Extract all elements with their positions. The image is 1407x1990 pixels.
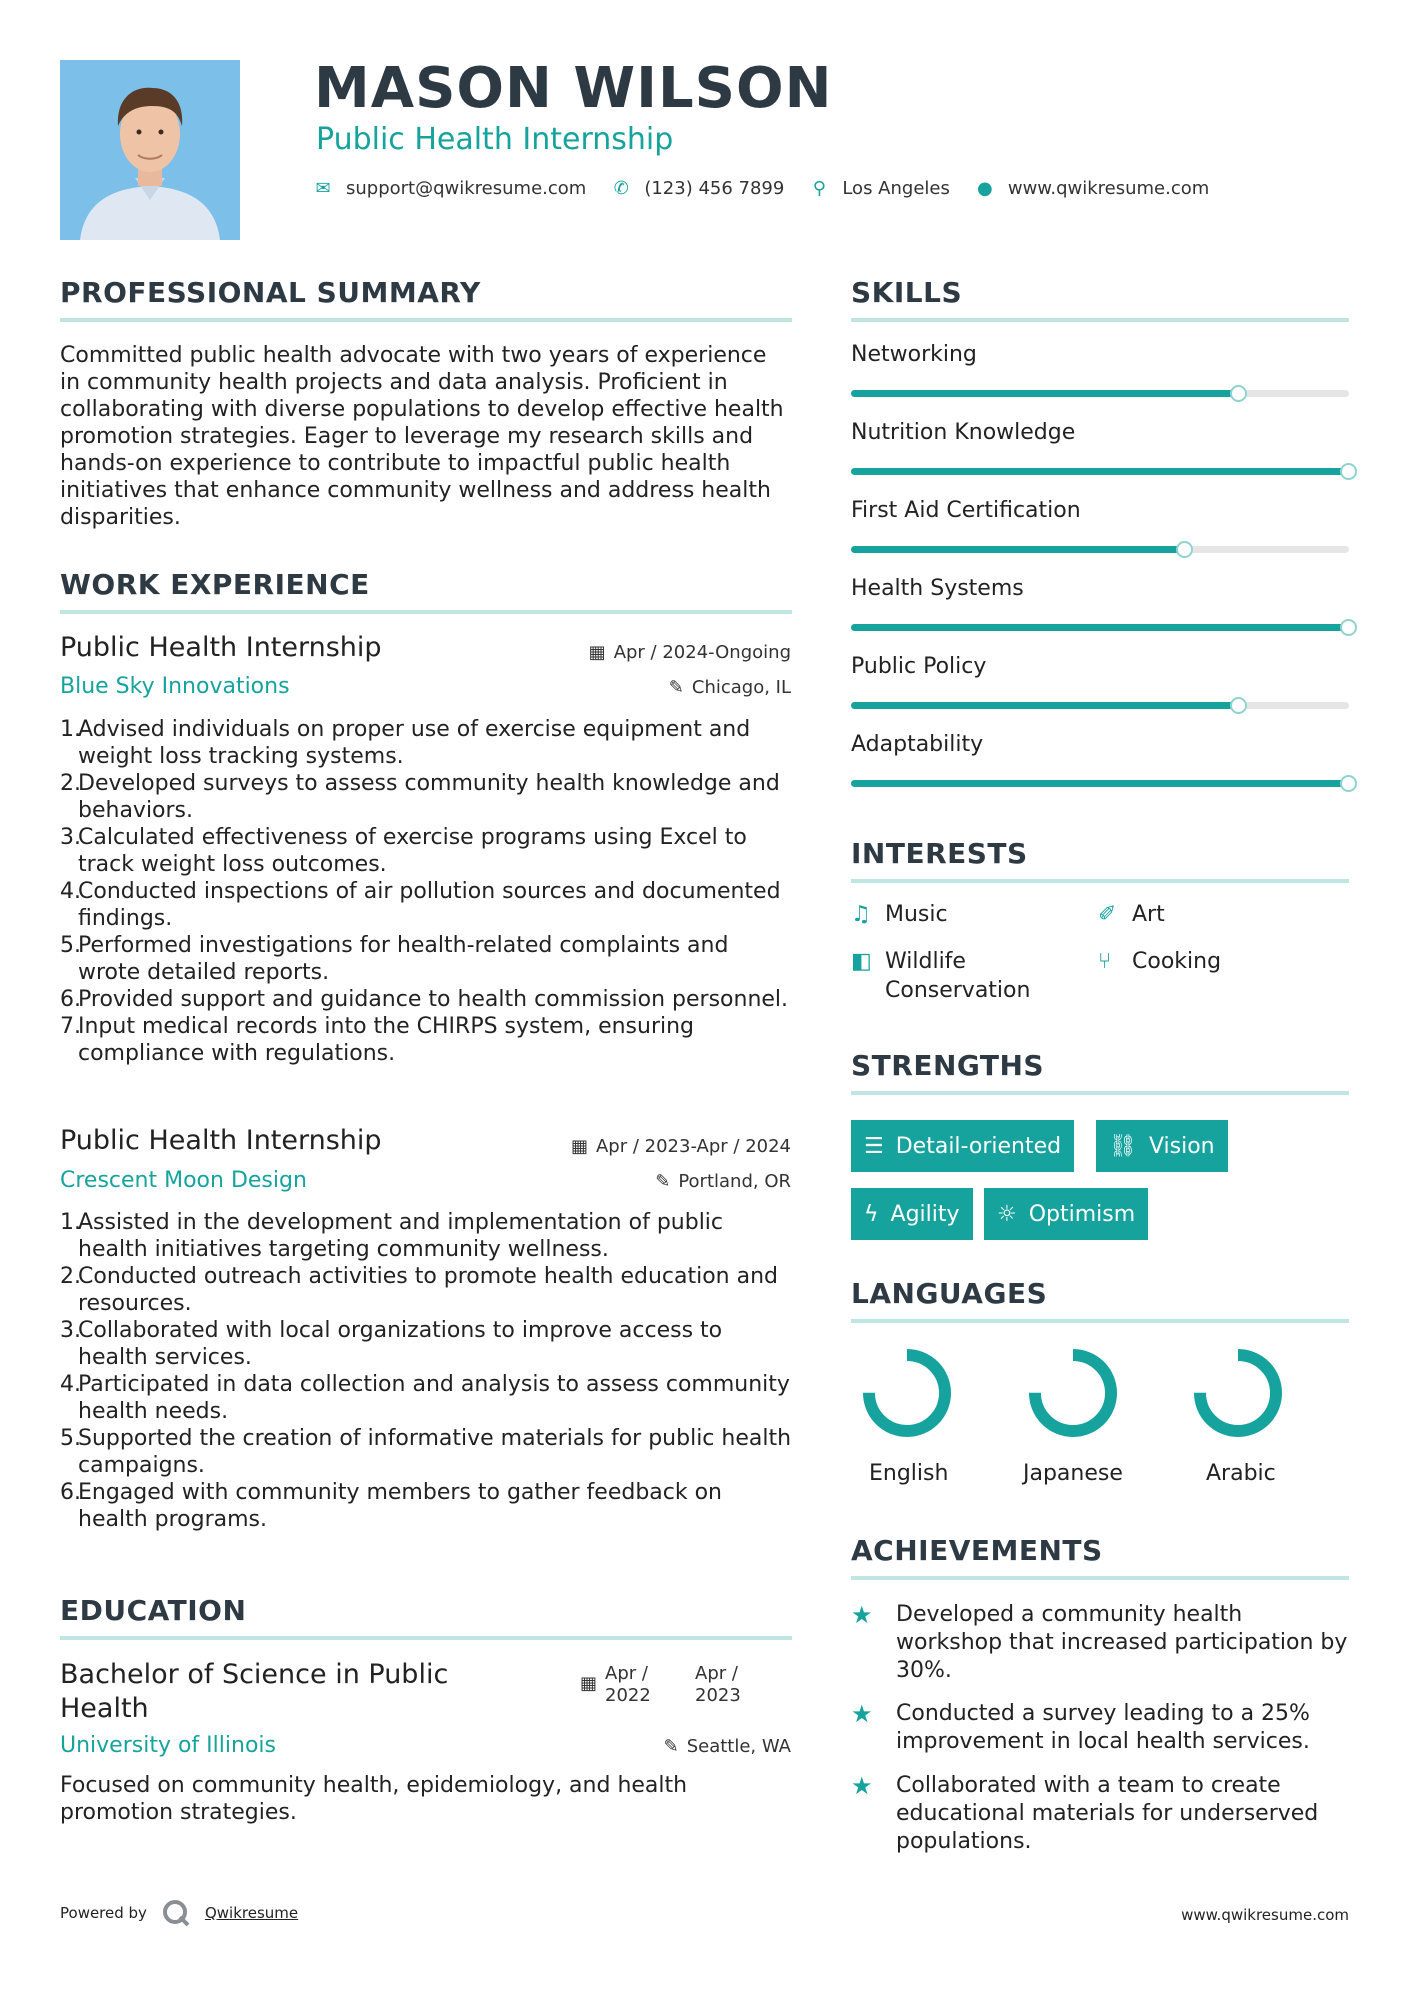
candidate-name: MASON WILSON [314,56,833,121]
work-rule [60,610,792,614]
language-ring-chart [1028,1348,1118,1438]
job-bullet [60,932,792,986]
bullet-text: Supported the creation of informative materials for public health campaigns. [78,1426,792,1478]
job-title: Public Health Internship [60,1125,382,1156]
interest-item [851,900,1051,929]
skill-name: Nutrition Knowledge [851,420,1076,445]
education-description: Focused on community health, epidemiology, and health promotion strategies. [60,1773,688,1825]
bullet-text: Provided support and guidance to health commission personnel. [78,987,789,1012]
achievements-heading: ACHIEVEMENTS [851,1534,1103,1567]
language-ring-arc [1200,1355,1276,1431]
skill-bar-fill [851,624,1349,631]
language-ring [1023,1348,1123,1438]
bullet-number: 4. [60,879,81,904]
education-end: Apr / 2023 [695,1663,741,1706]
strength-badge [851,1120,1074,1172]
interest-label: Music [885,902,948,927]
calendar-icon: ▦ [588,642,606,663]
job-bullets [60,716,792,1067]
language-name: Japanese [1023,1461,1123,1486]
paint-brush-icon: ✐ [1098,902,1117,927]
achievement-item [851,1772,1351,1856]
job-bullet [60,1479,792,1533]
education-start: Apr / 2022 [605,1663,651,1706]
bullet-text: Advised individuals on proper use of exercise equipment and weight loss tracking systems. [78,717,751,769]
job-bullet [60,1371,792,1425]
interest-item [1098,900,1298,929]
bullet-text: Collaborated with local organizations to improve access to health services. [78,1318,723,1370]
powered-by-text: Powered by [60,1904,147,1922]
candidate-role: Public Health Internship [316,122,674,157]
skill-name: Adaptability [851,732,984,757]
languages-heading: LANGUAGES [851,1277,1048,1310]
interest-label: Cooking [1132,949,1222,974]
skill-bar [851,780,1349,787]
strength-label: Optimism [1028,1201,1136,1227]
job-location-text: Chicago, IL [691,677,791,698]
education-rule [60,1636,792,1640]
music-icon: ♫ [851,902,871,927]
languages-rule [851,1319,1349,1323]
globe-icon: ● [976,178,993,199]
bullet-number: 6. [60,1480,81,1505]
bullet-text: Conducted outreach activities to promote health education and resources. [78,1264,778,1316]
skill-bar-fill [851,702,1239,709]
bullet-number: 7. [60,1014,81,1039]
pin-icon: ✎ [668,677,684,698]
bullet-text: Performed investigations for health-related complaints and wrote detailed reports. [78,933,729,985]
email-text: support@qwikresume.com [346,178,587,199]
binoculars-icon: ⛓ [1109,1133,1137,1159]
job-dates-text: Apr / 2024-Ongoing [613,642,791,663]
phone-text: (123) 456 7899 [644,178,785,199]
skill-bar-knob [1230,697,1247,714]
utensils-icon: ⑂ [1098,949,1112,974]
language-ring [1188,1348,1288,1438]
strength-badge [984,1188,1148,1240]
education-heading: EDUCATION [60,1594,247,1627]
skill-bar-fill [851,468,1349,475]
skill-bar-fill [851,780,1349,787]
job-bullet [60,824,792,878]
bullet-number: 6. [60,987,81,1012]
lightning-icon: ϟ [864,1201,879,1227]
job-location-text: Portland, OR [678,1171,791,1192]
bullet-number: 5. [60,1426,81,1451]
strength-badge [851,1188,973,1240]
skills-heading: SKILLS [851,276,963,309]
language-ring-chart [862,1348,952,1438]
list-icon: ☰ [864,1133,884,1159]
qwikresume-logo-icon [161,1898,191,1928]
job-bullet [60,1013,792,1067]
skill-bar-knob [1340,619,1357,636]
envelope-icon: ✉ [315,178,331,199]
strengths-heading: STRENGTHS [851,1049,1045,1082]
job-dates [589,642,791,663]
achievement-text: Collaborated with a team to create educational materials for underserved populations. [896,1773,1319,1854]
bullet-number: 1. [60,1210,81,1235]
job-bullets [60,1209,792,1533]
work-heading: WORK EXPERIENCE [60,568,370,601]
interests-heading: INTERESTS [851,837,1028,870]
job-bullet [60,716,792,770]
website-text: www.qwikresume.com [1007,178,1210,199]
skill-bar-knob [1340,775,1357,792]
bullet-text: Assisted in the development and implementation of public health initiatives targeting community wellness. [78,1210,724,1262]
skill-name: Public Policy [851,654,987,679]
job-title: Public Health Internship [60,632,382,663]
summary-text: Committed public health advocate with two years of experience in community health projects and data analysis. Proficient in collaborating with diverse populations to develop effective health promotion strategies. Eager to leverage my research skills and hands-on experience to contribute to impactful public health initiatives that enhance community wellness and address health disparities. [60,343,784,530]
phone-icon: ✆ [613,178,629,199]
education-dates [580,1663,763,1707]
language-ring [857,1348,957,1438]
bullet-text: Engaged with community members to gather feedback on health programs. [78,1480,722,1532]
map-icon: ◧ [851,949,872,974]
contact-website[interactable] [976,178,1209,199]
bullet-text: Calculated effectiveness of exercise programs using Excel to track weight loss outcomes. [78,825,747,877]
bullet-number: 1. [60,717,81,742]
job-company: Crescent Moon Design [60,1168,307,1193]
bullet-number: 2. [60,771,81,796]
job-dates-text: Apr / 2023-Apr / 2024 [595,1136,791,1157]
contact-bar [314,178,1235,199]
skills-rule [851,318,1349,322]
bullet-number: 5. [60,933,81,958]
bullet-number: 3. [60,1318,81,1343]
profile-photo [60,60,240,240]
skill-bar-fill [851,546,1185,553]
job-bullet [60,770,792,824]
summary-rule [60,318,792,322]
education-degree: Bachelor of Science in Public Health [60,1659,449,1724]
strength-label: Vision [1148,1133,1215,1159]
achievements-rule [851,1576,1349,1580]
strengths-rule [851,1091,1349,1095]
bullet-text: Input medical records into the CHIRPS system, ensuring compliance with regulations. [78,1014,695,1066]
calendar-icon: ▦ [580,1673,598,1694]
skill-bar [851,546,1349,553]
bullet-text: Conducted inspections of air pollution sources and documented findings. [78,879,781,931]
skill-bar-fill [851,390,1239,397]
job-location [669,677,791,698]
bullet-number: 2. [60,1264,81,1289]
star-icon: ★ [851,1601,873,1629]
skill-bar-knob [1340,463,1357,480]
education-location-text: Seattle, WA [686,1736,791,1757]
contact-phone[interactable] [612,178,784,199]
interest-item [851,947,1051,1005]
language-ring-arc [869,1355,945,1431]
job-location [655,1171,791,1192]
summary-heading: PROFESSIONAL SUMMARY [60,276,481,309]
job-bullet [60,1317,792,1371]
language-ring-chart [1193,1348,1283,1438]
bullet-text: Participated in data collection and analysis to assess community health needs. [78,1372,790,1424]
skill-name: Health Systems [851,576,1024,601]
contact-location [810,178,950,199]
skill-bar-knob [1230,385,1247,402]
achievement-item [851,1601,1351,1685]
achievement-item [851,1700,1351,1756]
skill-bar [851,624,1349,631]
star-icon: ★ [851,1700,873,1728]
brand-link[interactable]: Qwikresume [204,1904,299,1922]
job-dates [571,1136,791,1157]
language-name: English [869,1461,949,1486]
bullet-number: 4. [60,1372,81,1397]
contact-email[interactable] [314,178,586,199]
skill-name: Networking [851,342,977,367]
calendar-icon: ▦ [570,1136,588,1157]
map-marker-icon: ⚲ [812,178,826,199]
education-location [664,1736,791,1757]
skill-bar [851,468,1349,475]
footer-powered-by [60,1898,298,1928]
job-bullet [60,1263,792,1317]
skill-bar [851,702,1349,709]
achievement-text: Developed a community health workshop that increased participation by 30%. [896,1602,1348,1683]
star-icon: ★ [851,1772,873,1800]
bullet-text: Developed surveys to assess community health knowledge and behaviors. [78,771,780,823]
strength-badge [1096,1120,1228,1172]
location-text: Los Angeles [842,178,950,199]
interest-label: Art [1132,902,1165,927]
skill-name: First Aid Certification [851,498,1081,523]
education-school: University of Illinois [60,1733,276,1758]
job-company: Blue Sky Innovations [60,674,290,699]
interests-rule [851,879,1349,883]
skill-bar [851,390,1349,397]
interest-item [1098,947,1298,976]
language-name: Arabic [1206,1461,1276,1486]
language-ring-arc [1035,1355,1111,1431]
skill-bar-knob [1176,541,1193,558]
strength-label: Agility [890,1201,960,1227]
sun-icon: ☼ [997,1201,1017,1227]
interest-label: Wildlife Conservation [885,949,1031,1003]
job-bullet [60,986,792,1013]
pin-icon: ✎ [655,1171,671,1192]
strength-label: Detail-oriented [895,1133,1062,1159]
job-bullet [60,1425,792,1479]
pin-icon: ✎ [663,1736,679,1757]
achievement-text: Conducted a survey leading to a 25% improvement in local health services. [896,1701,1310,1754]
footer-website[interactable]: www.qwikresume.com [1181,1906,1349,1924]
bullet-number: 3. [60,825,81,850]
job-bullet [60,1209,792,1263]
job-bullet [60,878,792,932]
